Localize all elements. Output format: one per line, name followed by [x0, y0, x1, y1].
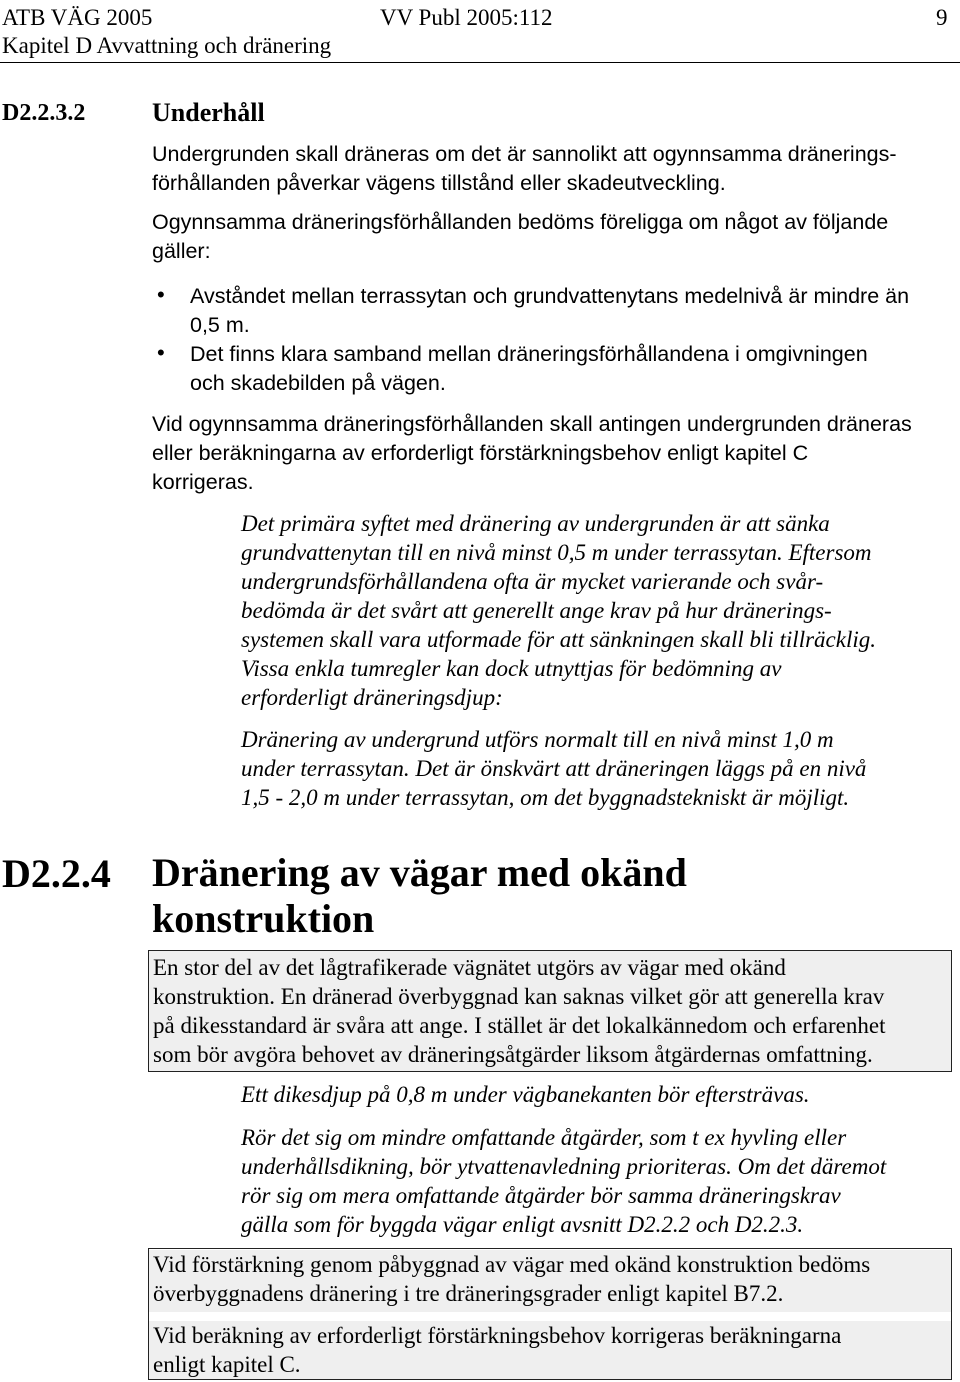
bullet-item: Avståndet mellan terrassytan och grundvattenytans medelnivå är mindre än 0,5 m. — [190, 284, 910, 337]
header-publication: VV Publ 2005:112 — [380, 5, 553, 30]
requirement-text: Vid förstärkning genom påbyggnad av vägar med okänd konstruktion bedöms överbyggnadens dränering i tre dräneringsgrader enligt kapitel B7.2. — [149, 1250, 951, 1312]
section-number: D2.2.4 — [2, 851, 111, 896]
advice-text: Rör det sig om mindre omfattande åtgärder, som t ex hyvling eller underhållsdikning, bör ytvattenavledning prioriteras. Om det däremot rör sig om mera omfattande åtgärder bör samma dräneringskrav gälla som för byggda vägar enligt avsnitt D2.2.2 och D2.2.3. — [241, 1125, 887, 1237]
advice-text: Ett dikesdjup på 0,8 m under vägbanekanten bör eftersträvas. — [241, 1082, 810, 1107]
bullet-dot: • — [157, 282, 165, 307]
paragraph-undergrund: Undergrunden skall dräneras om det är sannolikt att ogynnsamma dränerings- förhållanden påverkar vägens tillstånd eller skadeutveckling. — [152, 142, 897, 195]
header-left-title: ATB VÄG 2005 — [2, 5, 153, 30]
paragraph-vid-ogynnsamma: Vid ogynnsamma dräneringsförhållanden skall antingen undergrunden dräneras eller beräkningarna av erforderligt förstärkningsbehov enligt kapitel C korrigeras. — [152, 412, 912, 494]
section-title: Underhåll — [152, 98, 265, 127]
page-number: 9 — [936, 5, 948, 30]
header-chapter: Kapitel D Avvattning och dränering — [2, 33, 332, 58]
advice-text: Det primära syftet med dränering av undergrunden är att sänka grundvattenytan till en nivå minst 0,5 m under terrassytan. Eftersom undergrundsförhållandena ofta är mycket varierande och svår- bedömda är det svårt att generellt ange krav på hur dränerings- systemen skall vara utformade för att sänkningen skall bli tillräcklig. Vissa enkla tumregler kan dock utnyttjas för bedömning av erforderligt dräneringsdjup: — [241, 511, 876, 710]
advice-text: Dränering av undergrund utförs normalt till en nivå minst 1,0 m under terrassytan. Det är önskvärt att dräneringen läggs på en nivå 1,5 - 2,0 m under terrassytan, om det byggnadstekniskt är möjligt. — [241, 727, 867, 810]
requirement-box: En stor del av det lågtrafikerade vägnätet utgörs av vägar med okänd konstruktion. En dränerad överbyggnad kan saknas vilket gör att generella krav på dikesstandard är svåra att ange. I stället är det lokalkännedom och erfarenhet som bör avgöra behovet av dräneringsåtgärder liksom åtgärdernas omfattning. — [148, 950, 952, 1072]
section-title: Dränering av vägar med okänd konstruktion — [152, 850, 687, 941]
paragraph-ogynnsamma: Ogynnsamma dräneringsförhållanden bedöms föreligga om något av följande gäller: — [152, 210, 889, 263]
bullet-item: Det finns klara samband mellan dräneringsförhållandena i omgivningen och skadebilden på vägen. — [190, 342, 868, 395]
section-number: D2.2.3.2 — [2, 100, 86, 126]
requirement-text: Vid beräkning av erforderligt förstärkningsbehov korrigeras beräkningarna enligt kapitel C. — [149, 1321, 951, 1379]
bullet-dot: • — [157, 340, 165, 365]
header-rule — [0, 62, 960, 63]
